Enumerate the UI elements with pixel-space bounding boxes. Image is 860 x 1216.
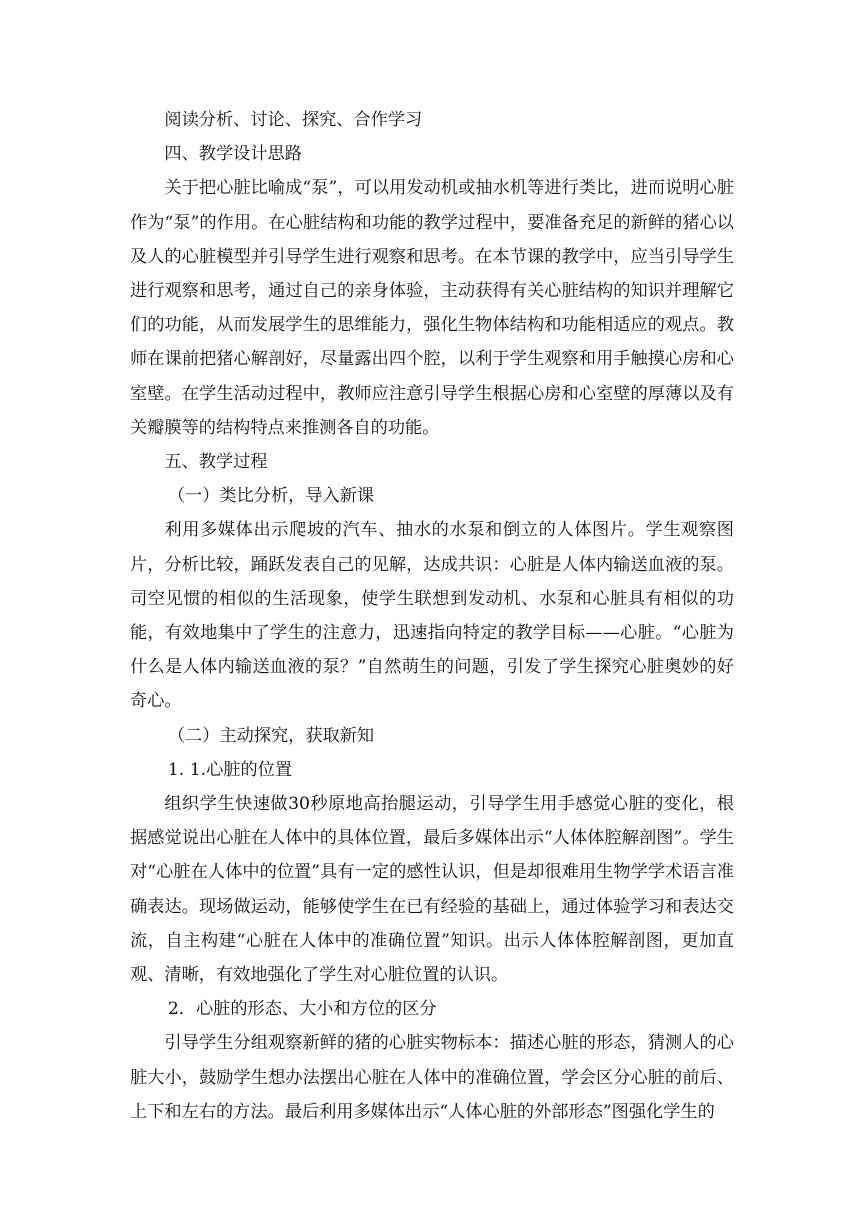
design-ideas-paragraph: 关于把心脏比喻成“泵”，可以用发动机或抽水机等进行类比，进而说明心脏作为“泵”的作用。在心脏结构和功能的教学过程中，要准备充足的新鲜的猪心以及人的心脏模型并引导学生进行观察和思考。在本节课的教学中，应当引导学生进行观察和思考，通过自己的亲身体验，主动获得有关心脏结构的知识并理解它们的功能，从而发展学生的思维能力，强化生物体结构和功能相适应的观点。教师在课前把猪心解剖好，尽量露出四个腔，以利于学生观察和用手触摸心房和心室壁。在学生活动过程中，教师应注意引导学生根据心房和心室壁的厚薄以及有关瓣膜等的结构特点来推测各自的功能。 [130,178,734,438]
part-1-heading: （一）类比分析，导入新课 [167,486,375,507]
part-2-heading: （二）主动探究，获取新知 [167,725,375,746]
document-body [130,103,734,1129]
item-2-heading: 2．心脏的形态、大小和方位的区分 [167,999,437,1020]
item-1-paragraph: 组织学生快速做30秒原地高抬腿运动，引导学生用手感觉心脏的变化，根据感觉说出心脏在人体中的具体位置，最后多媒体出示“人体体腔解剖图”。学生对“心脏在人体中的位置”具有一定的感性认识，但是却很难用生物学学术语言准确表达。现场做运动，能够使学生在已有经验的基础上，通过体验学习和表达交流，自主构建“心脏在人体中的准确位置”知识。出示人体体腔解剖图，更加直观、清晰，有效地强化了学生对心脏位置的认识。 [130,794,734,986]
section-5-heading: 五、教学过程 [164,452,268,473]
teaching-methods-line: 阅读分析、讨论、探究、合作学习 [164,110,423,130]
part-1-paragraph: 利用多媒体出示爬坡的汽车、抽水的水泵和倒立的人体图片。学生观察图片，分析比较，踊跃发表自己的见解，达成共识：心脏是人体内输送血液的泵。司空见惯的相似的生活现象，使学生联想到发动机、水泵和心脏具有相似的功能，有效地集中了学生的注意力，迅速指向特定的教学目标——心脏。“心脏为什么是人体内输送血液的泵？”自然萌生的问题，引发了学生探究心脏奥妙的好奇心。 [130,520,734,712]
item-2-paragraph: 引导学生分组观察新鲜的猪的心脏实物标本：描述心脏的形态，猜测人的心脏大小，鼓励学生想办法摆出心脏在人体中的准确位置，学会区分心脏的前后、上下和左右的方法。最后利用多媒体出示“人体心脏的外部形态”图强化学生的 [130,1033,734,1122]
section-4-heading: 四、教学设计思路 [164,144,302,165]
item-1-heading: 1. 1.心脏的位置 [167,759,293,780]
